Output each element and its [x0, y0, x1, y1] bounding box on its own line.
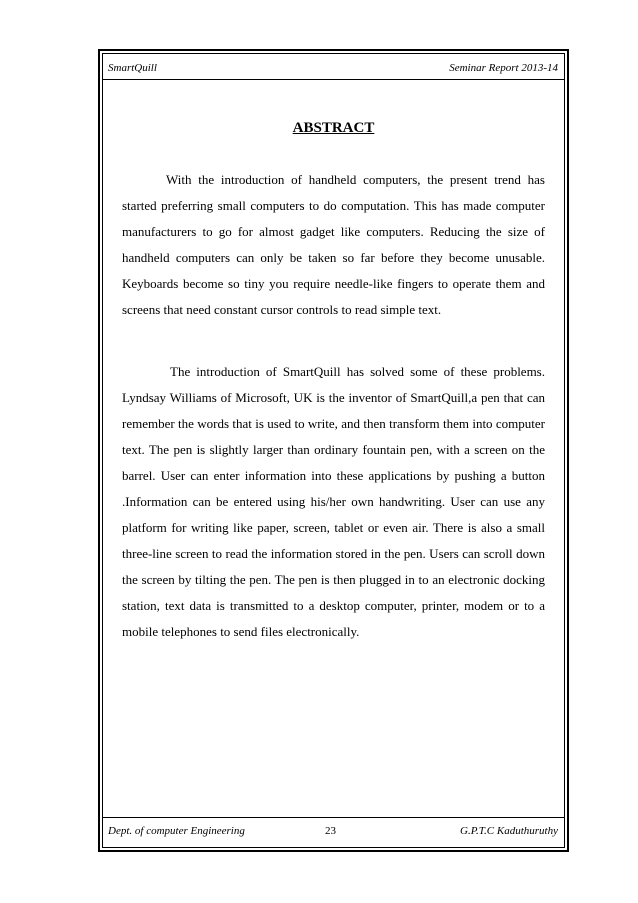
footer-institution: G.P.T.C Kaduthuruthy	[460, 825, 558, 837]
footer-page-number: 23	[325, 825, 336, 837]
page-title: ABSTRACT	[292, 120, 375, 136]
footer-divider	[103, 817, 564, 818]
abstract-paragraph-1: With the introduction of handheld computers, the present trend has started preferring small computers to do computation. This has made computer manufacturers to go for almost gadget like computers. Reducing the size of handheld computers can only be taken so far before they become unusable. Keyboards become so tiny you require needle-like fingers to operate them and screens that need constant cursor controls to read simple text.	[122, 172, 545, 317]
abstract-paragraph-2: The introduction of SmartQuill has solved some of these problems. Lyndsay Williams of Microsoft, UK is the inventor of SmartQuill,a pen that can remember the words that is used to write, and then transform them into computer text. The pen is slightly larger than ordinary fountain pen, with a screen on the barrel. User can enter information into these applications by pushing a button .Information can be entered using his/her own handwriting. User can use any platform for writing like paper, screen, tablet or even air. There is also a small three-line screen to read the information stored in the pen. Users can scroll down the screen by tilting the pen. The pen is then plugged in to an electronic docking station, text data is transmitted to a desktop computer, printer, modem or to a mobile telephones to send files electronically.	[122, 364, 545, 639]
header-divider	[103, 79, 564, 80]
header-document-title: SmartQuill	[108, 62, 157, 74]
footer-department: Dept. of computer Engineering	[108, 825, 245, 837]
header-report-label: Seminar Report 2013-14	[449, 62, 558, 74]
